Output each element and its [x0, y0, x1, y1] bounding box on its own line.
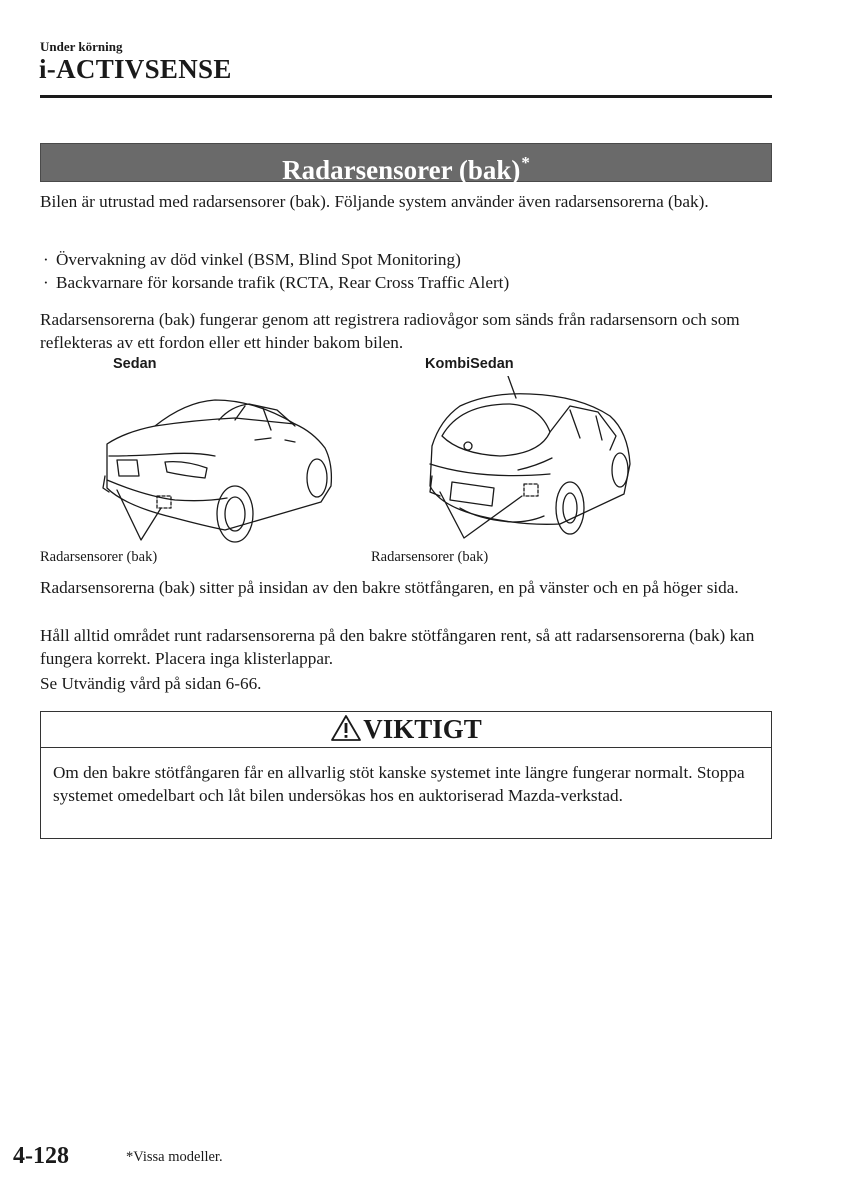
location-paragraph: Radarsensorerna (bak) sitter på insidan av den bakre stötfångaren, en på vänster och en på höger sida. [40, 578, 739, 597]
warning-box [40, 711, 772, 839]
warning-title: VIKTIGT [363, 714, 482, 744]
intro-paragraph: Bilen är utrustad med radarsensorer (bak). Följande system använder även radarsensorerna (bak). [40, 192, 709, 211]
sedan-illustration [95, 376, 345, 546]
banner-asterisk: * [521, 153, 530, 172]
reference-paragraph: Se Utvändig vård på sidan 6-66. [40, 674, 262, 693]
kombi-caption: Radarsensorer (bak) [371, 549, 489, 565]
operation-paragraph: Radarsensorerna (bak) fungerar genom att registrera radiovågor som sänds från radarsensorn och som reflekteras av ett fordon eller ett hinder bakom bilen. [40, 310, 740, 352]
chapter-rule [40, 95, 772, 98]
warning-triangle-icon [330, 714, 362, 742]
footnote: *Vissa modeller. [126, 1149, 223, 1165]
section-label: Under körning [40, 39, 123, 54]
page-number: 4-128 [13, 1143, 69, 1169]
list-item-text: Backvarnare för korsande trafik (RCTA, Rear Cross Traffic Alert) [56, 273, 510, 292]
bullet-marker: · [43, 250, 49, 269]
section-banner [40, 143, 772, 185]
care-paragraph: Håll alltid området runt radarsensorerna på den bakre stötfångaren rent, så att radarsensorerna (bak) kan fungera korrekt. Placera inga klisterlappar. [40, 626, 755, 668]
sedan-label: Sedan [113, 356, 157, 372]
list-item [43, 248, 461, 271]
list-item-text: Övervakning av död vinkel (BSM, Blind Spot Monitoring) [56, 250, 461, 269]
chapter-title: i-ACTIVSENSE [39, 54, 232, 84]
bullet-marker: · [43, 273, 49, 292]
list-item [43, 271, 509, 294]
warning-text: Om den bakre stötfångaren får en allvarlig stöt kanske systemet inte längre fungerar normalt. Stoppa systemet omedelbart och låt bilen undersökas hos en auktoriserad Mazda-verkstad. [53, 763, 745, 805]
banner-title: Radarsensorer (bak) [282, 155, 521, 185]
kombi-illustration [420, 376, 640, 546]
sedan-caption: Radarsensorer (bak) [40, 549, 158, 565]
warning-header [41, 712, 771, 748]
kombi-label: KombiSedan [425, 356, 514, 372]
